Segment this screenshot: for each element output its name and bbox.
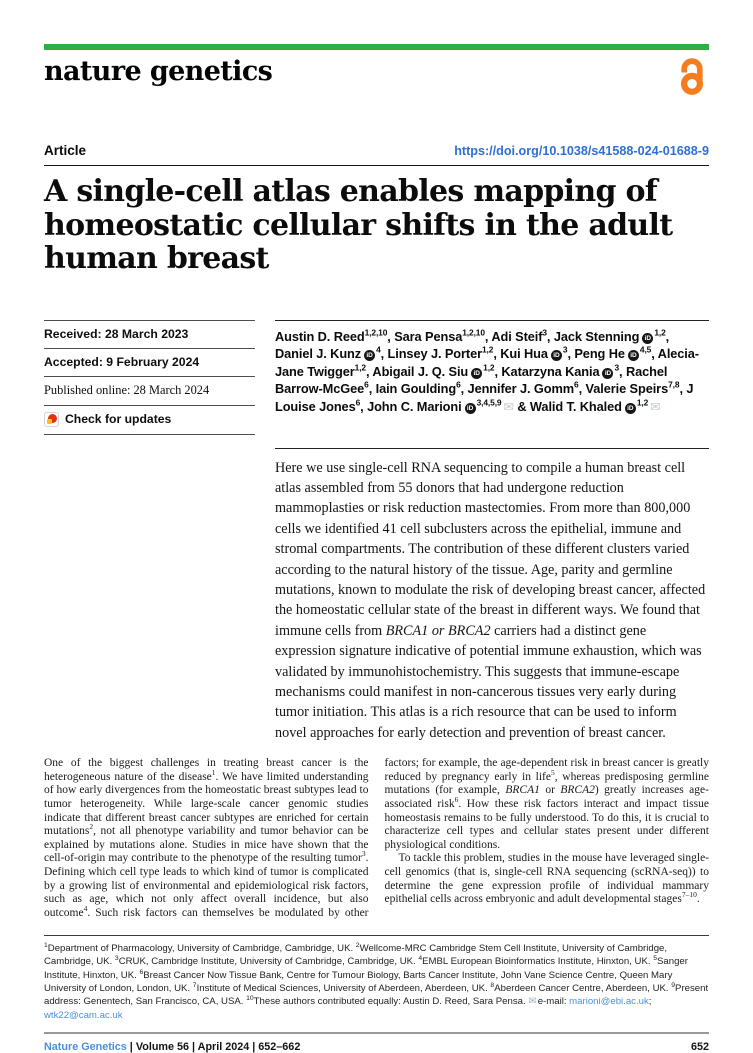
orcid-icon[interactable]: iD [625, 403, 636, 414]
orcid-icon[interactable]: iD [642, 333, 653, 344]
reference-superscript: 6 [456, 379, 461, 390]
reference-superscript: 3 [542, 327, 547, 338]
reference-superscript: 4,5 [639, 344, 652, 355]
reference-superscript: 10 [246, 995, 254, 1003]
reference-superscript: 1 [44, 942, 48, 949]
dates-column [44, 320, 255, 435]
reference-superscript: 1,2,10 [364, 327, 388, 338]
abstract: Here we use single-cell RNA sequencing to compile a human breast cell atlas assembled from 55 donors that had undergone reduction mammoplasties or risk reduction mastectomies. From more than 800,000 cells we identified 41 cell subclusters across the epithelial, immune and stromal compartments. The contribution of these different clusters varied according to the natural history of the tissue. Age, parity and germline mutations, known to modulate the risk of developing breast cancer, affected the homeostatic cellular state of the breast in different ways. We found that immune cells from BRCA1 or BRCA2 carriers had a distinct gene expression signature indicative of potential immune exhaustion, which was validated by immunohistochemistry. This suggests that immune-escape mechanisms could manifest in non-cancerous tissues very early during tumor initiation. This atlas is a rich resource that can be used to inform novel approaches for early detection and prevention of breast cancer. [275, 448, 709, 744]
italic-gene-name: BRCA1 [505, 784, 540, 797]
info-section [44, 320, 709, 435]
orcid-icon[interactable]: iD [465, 403, 476, 414]
reference-superscript: 3 [114, 955, 119, 963]
reference-superscript: 7,8 [668, 379, 680, 390]
article-header-row [44, 143, 709, 166]
reference-superscript: 4 [376, 344, 381, 355]
envelope-icon: ✉ [503, 399, 514, 414]
received-date: Received: 28 March 2023 [44, 320, 255, 348]
reference-superscript: 1,2 [481, 344, 494, 355]
reference-superscript: 6 [364, 379, 369, 390]
reference-superscript: 6 [355, 397, 361, 408]
email-link[interactable]: marioni@ebi.ac.uk [569, 996, 649, 1008]
journal-color-bar [44, 44, 709, 50]
open-access-icon[interactable] [675, 55, 709, 102]
author-list: Austin D. Reed$^{1,2,10}$, Sara Pensa$^{1,2,10}$, Adi Steif$^3$, Jack Stenning iD$^{1,2}$, Daniel J. Kunz $iD^4$, Linsey J. Porter$^{1,2}$, Kui Hua $iD^3$, Peng He iD$^{4,5}$, Alecia-Jane Twigger$^{1,2}$, Abigail J. Q. Siu iD$^{1,2}$, Katarzyna Kania $iD^3$, Rachel Barrow-McGee$^6$, Iain Goulding$^6$, Jennifer J. Gomm$^6$, Valerie Speirs$^{7,8}$, J Louise Jones$^6$, John C. Marioni iD$^{3,4,5,9}$ ✉ & Walid T. Khaled iD$^{1,2}$ ✉ [275, 320, 709, 435]
italic-gene-name: BRCA2 [560, 784, 595, 797]
check-for-updates-label: Check for updates [65, 412, 172, 426]
reference-superscript: 4 [418, 955, 423, 963]
footer-citation [44, 1041, 300, 1053]
envelope-icon: ✉ [528, 996, 537, 1008]
footer-journal-link[interactable]: Nature Genetics [44, 1040, 127, 1053]
published-date: Published online: 28 March 2024 [44, 376, 255, 405]
check-for-updates-button[interactable] [44, 405, 255, 435]
body-paragraph: One of the biggest challenges in treating breast cancer is the heterogeneous nature of the disease$^1$. We have limited understanding of how early divergences from the homeostatic breast subtypes lead to tumor heterogeneity. While large-scale cancer genomic studies indicate that different breast cancer subtypes are enriched for certain mutations$^2$, not all phenotype variability and tumor behavior can be explained by mutations alone. Studies in mice have shown that the cell-of-origin may contribute to the phenotype of the resulting tumor$^3$. Defining which cell type leads to which kind of tumor is complicated by a growing list of environmental and epidemiological risk factors, such as age, which not only affect overall incidence, but also outcome$^4$. Such risk factors can themselves be modulated by other factors; for example, the age-dependent risk in breast cancer is greatly reduced by pregnancy early in life$^5$, whereas predisposing germline mutations (for example, BRCA1 or BRCA2) greatly increases age-associated risk$^6$. How these risk factors interact and impact tissue homeostasis remains to be fully understood. To do this, it is crucial to characterize cell types and cellular states present under different physiological conditions. [44, 757, 709, 919]
doi-link[interactable]: https://doi.org/10.1038/s41588-024-01688-9 [454, 144, 709, 158]
reference-superscript: 3,4,5,9 [476, 397, 502, 408]
masthead [44, 57, 709, 115]
reference-superscript: 3 [562, 344, 568, 355]
reference-superscript: 6 [454, 795, 459, 805]
reference-superscript: 1 [211, 767, 216, 777]
reference-superscript: 3 [614, 362, 620, 373]
page-number: 652 [690, 1040, 709, 1053]
reference-superscript: 3 [361, 849, 366, 859]
reference-superscript: 2 [89, 822, 94, 832]
reference-superscript: 4 [83, 903, 88, 913]
orcid-icon[interactable]: iD [628, 350, 639, 361]
crossmark-icon [44, 412, 59, 427]
body-paragraph: To tackle this problem, studies in the mouse have leveraged single-cell genomics (that is, single-cell RNA sequencing (scRNA-seq)) to determine the gene expression profile of individual mammary epithelial cells across embryonic and adult developmental stages$^{7-10}$. [384, 852, 709, 906]
orcid-icon[interactable]: iD [602, 368, 613, 379]
reference-superscript: 1,2 [354, 362, 366, 373]
reference-superscript: 1,2,10 [462, 327, 485, 338]
article-type-label: Article [44, 143, 87, 158]
reference-superscript: 9 [671, 981, 676, 989]
body-text [44, 757, 709, 927]
page-footer [44, 1032, 709, 1053]
accepted-date: Accepted: 9 February 2024 [44, 348, 255, 376]
reference-superscript: 6 [574, 379, 579, 390]
orcid-icon[interactable]: iD [551, 350, 562, 361]
reference-superscript: 5 [653, 955, 657, 963]
paper-title: A single-cell atlas enables mapping of homeostatic cellular shifts in the adult human breast [44, 174, 673, 276]
email-link[interactable]: wtk22@cam.ac.uk [44, 1009, 123, 1021]
reference-superscript: 5 [550, 767, 555, 777]
affiliations: $^1$Department of Pharmacology, University of Cambridge, Cambridge, UK. $^2$Wellcome-MRC Cambridge Stem Cell Institute, University of Cambridge, Cambridge, UK. $^3$CRUK, Cambridge Institute, University of Cambridge, Cambridge, UK. $^4$EMBL European Bioinformatics Institute, Hinxton, UK. $^5$Sanger Institute, Hinxton, UK. $^6$Breast Cancer Now Tissue Bank, Centre for Tumour Biology, Barts Cancer Institute, John Vane Science Centre, Queen Mary University of London, London, UK. $^7$Institute of Medical Sciences, University of Aberdeen, Aberdeen, UK. $^8$Aberdeen Cancer Centre, Aberdeen, UK. $^9$Present address: Genentech, San Francisco, CA, USA. $^{10}$These authors contributed equally: Austin D. Reed, Sara Pensa. ✉e-mail: marioni@ebi.ac.uk; wtk22@cam.ac.uk [44, 935, 709, 1022]
reference-superscript: 6 [139, 968, 144, 976]
reference-superscript: 1,2 [636, 397, 649, 408]
reference-superscript: 7 [192, 981, 197, 989]
reference-superscript: 7–10 [681, 890, 697, 900]
orcid-icon[interactable]: iD [364, 350, 375, 361]
journal-logo: nature genetics [44, 56, 273, 87]
reference-superscript: 8 [490, 981, 495, 989]
envelope-icon: ✉ [650, 399, 661, 414]
reference-superscript: 2 [355, 942, 360, 949]
orcid-icon[interactable]: iD [471, 368, 482, 379]
reference-superscript: 1,2 [654, 327, 666, 338]
footer-volume-info: | Volume 56 | April 2024 | 652–662 [126, 1040, 301, 1053]
italic-gene-name: BRCA1 or BRCA2 [385, 622, 491, 639]
reference-superscript: 1,2 [483, 362, 495, 373]
